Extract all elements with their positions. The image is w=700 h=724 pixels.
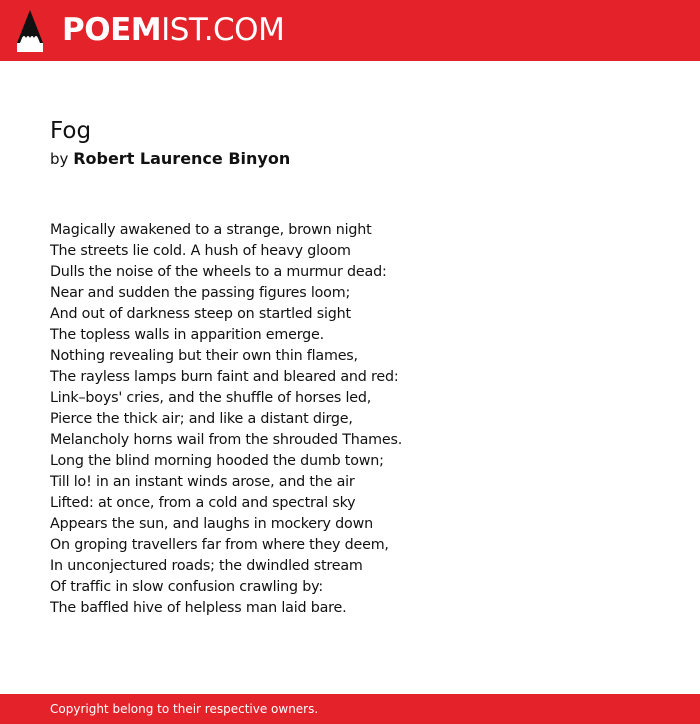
poem-line: The rayless lamps burn faint and bleared and red: — [50, 369, 399, 385]
poem-line: Nothing revealing but their own thin flames, — [50, 348, 358, 364]
poem-line: The streets lie cold. A hush of heavy gloom — [50, 243, 351, 259]
pencil-tip-icon[interactable] — [17, 10, 43, 52]
brand-light-text: IST.COM — [161, 12, 285, 48]
poem-line: Near and sudden the passing figures loom; — [50, 285, 351, 301]
site-footer — [0, 694, 700, 724]
poem-line: Magically awakened to a strange, brown night — [50, 222, 372, 238]
poem-line: Lifted: at once, from a cold and spectral sky — [50, 495, 356, 511]
poem-line: Melancholy horns wail from the shrouded Thames. — [50, 432, 403, 448]
site-header — [0, 0, 700, 61]
poem-byline — [50, 148, 670, 170]
poem-line: In unconjectured roads; the dwindled stream — [50, 558, 363, 574]
poem-line: The topless walls in apparition emerge. — [50, 327, 324, 343]
poem-line: And out of darkness steep on startled sight — [50, 306, 351, 322]
poem-line: Long the blind morning hooded the dumb town; — [50, 453, 384, 469]
brand-bold-text: POEM — [62, 12, 162, 48]
poem-line: Dulls the noise of the wheels to a murmur dead: — [50, 264, 387, 280]
poem-line: Till lo! in an instant winds arose, and the air — [50, 474, 355, 490]
poem-line: The baffled hive of helpless man laid bare. — [50, 600, 347, 616]
by-label: by — [50, 150, 69, 168]
copyright-notice: Copyright belong to their respective owners. — [50, 702, 319, 716]
poem-line: Of traffic in slow confusion crawling by: — [50, 579, 323, 595]
poem-line: On groping travellers far from where they deem, — [50, 537, 389, 553]
poem-author: Robert Laurence Binyon — [73, 149, 291, 168]
poem-line: Pierce the thick air; and like a distant dirge, — [50, 411, 353, 427]
site-logo-text[interactable] — [62, 12, 284, 48]
poem-line: Appears the sun, and laughs in mockery down — [50, 516, 373, 532]
poem-content — [50, 114, 670, 619]
poem-line: Link–boys' cries, and the shuffle of horses led, — [50, 390, 372, 406]
poem-body — [50, 220, 670, 619]
poem-title: Fog — [50, 118, 92, 144]
